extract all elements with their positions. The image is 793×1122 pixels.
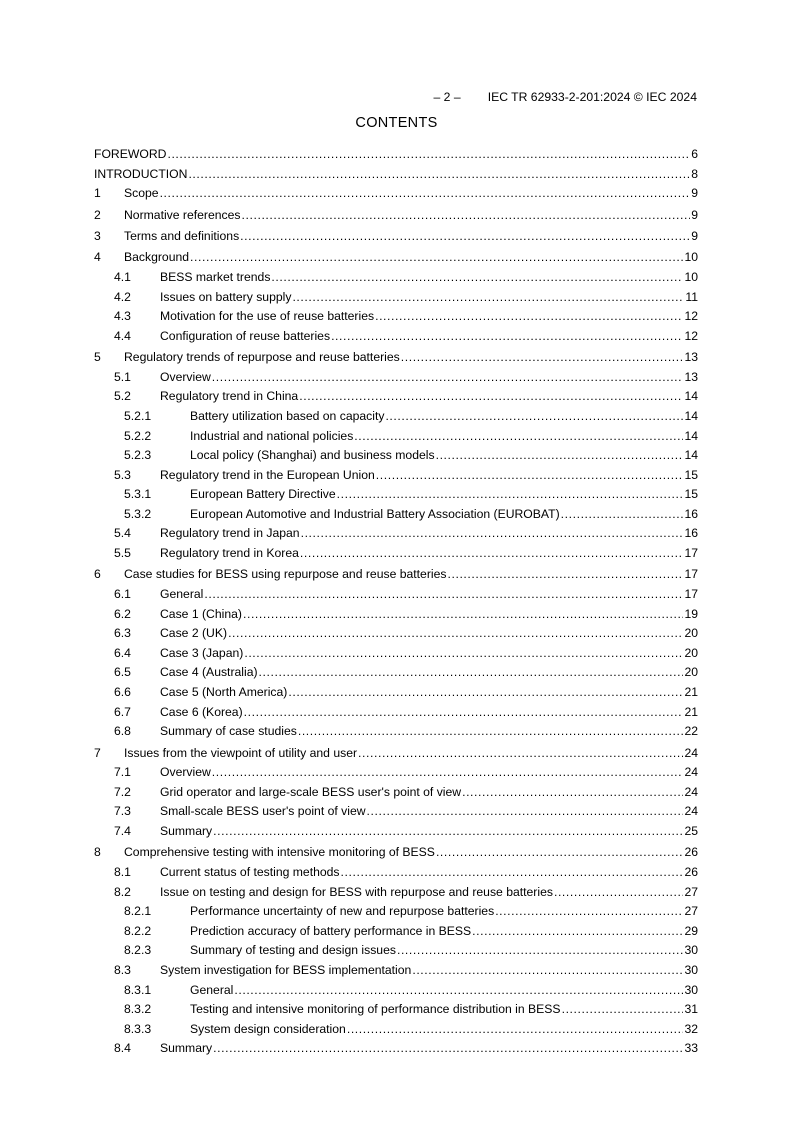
toc-dot-leader xyxy=(204,585,683,605)
toc-entry[interactable] xyxy=(94,307,698,327)
toc-entry-title: Summary xyxy=(160,822,213,842)
toc-dot-leader xyxy=(190,248,683,268)
toc-entry-page: 15 xyxy=(684,467,698,482)
toc-dot-leader xyxy=(337,485,684,505)
toc-entry-page: 17 xyxy=(684,567,698,582)
toc-entry-title: Regulatory trend in Korea xyxy=(160,544,300,564)
toc-entry-title: Summary xyxy=(160,1039,213,1059)
toc-entry[interactable] xyxy=(94,407,698,427)
toc-dot-leader xyxy=(561,505,684,525)
toc-entry-page: 14 xyxy=(684,428,698,443)
toc-entry-number: 8.3.3 xyxy=(124,1021,152,1036)
toc-entry-page: 15 xyxy=(684,487,698,502)
toc-entry-title: Case 4 (Australia) xyxy=(160,663,259,683)
toc-dot-leader xyxy=(436,843,684,863)
toc-entry-title: Issues on battery supply xyxy=(160,288,292,308)
toc-entry-page: 27 xyxy=(684,884,698,899)
toc-dot-leader xyxy=(213,822,683,842)
toc-entry[interactable] xyxy=(94,1020,698,1040)
toc-entry-page: 11 xyxy=(685,289,698,304)
toc-dot-leader xyxy=(259,663,684,683)
toc-entry-number: 8.3.1 xyxy=(124,982,152,997)
toc-entry[interactable] xyxy=(94,427,698,447)
document-id: IEC TR 62933-2-201:2024 © IEC 2024 xyxy=(487,90,697,104)
toc-entry-page: 17 xyxy=(684,587,698,602)
toc-entry-title: General xyxy=(190,981,234,1001)
toc-entry[interactable] xyxy=(94,802,698,822)
toc-entry-title: Case 6 (Korea) xyxy=(160,703,244,723)
toc-dot-leader xyxy=(234,981,683,1001)
toc-dot-leader xyxy=(240,227,690,247)
table-of-contents xyxy=(94,145,698,1059)
toc-entry-page: 9 xyxy=(691,207,698,222)
toc-entry-title: Background xyxy=(124,248,190,268)
toc-entry-page: 14 xyxy=(684,448,698,463)
toc-entry-page: 25 xyxy=(684,823,698,838)
toc-entry-title: Case studies for BESS using repurpose and reuse batteries xyxy=(124,565,447,585)
toc-entry-number: 8 xyxy=(94,845,101,860)
toc-dot-leader xyxy=(375,307,683,327)
toc-entry-page: 31 xyxy=(684,1002,698,1017)
toc-entry-number: 8.3 xyxy=(114,962,131,977)
toc-dot-leader xyxy=(472,922,683,942)
toc-dot-leader xyxy=(292,288,684,308)
toc-dot-leader xyxy=(244,703,684,723)
toc-entry-title: Configuration of reuse batteries xyxy=(160,327,331,347)
toc-entry-number: 4.4 xyxy=(114,328,131,343)
toc-dot-leader xyxy=(554,883,683,903)
toc-entry-page: 24 xyxy=(684,804,698,819)
toc-entry-title: Case 3 (Japan) xyxy=(160,644,244,664)
toc-entry-page: 33 xyxy=(684,1041,698,1056)
toc-entry-number: 4.1 xyxy=(114,269,131,284)
toc-entry-page: 13 xyxy=(684,369,698,384)
toc-entry-title: Regulatory trend in Japan xyxy=(160,524,301,544)
toc-entry-title: FOREWORD xyxy=(94,145,167,165)
toc-entry-page: 27 xyxy=(684,904,698,919)
toc-entry-number: 7.2 xyxy=(114,784,131,799)
toc-entry-title: General xyxy=(160,585,204,605)
toc-dot-leader xyxy=(212,368,684,388)
toc-entry-page: 6 xyxy=(691,147,698,161)
toc-dot-leader xyxy=(331,327,683,347)
toc-entry-number: 4 xyxy=(94,250,101,265)
toc-entry-page: 30 xyxy=(684,962,698,977)
toc-dot-leader xyxy=(354,427,683,447)
toc-entry-page: 13 xyxy=(684,350,698,365)
toc-entry-number: 6.3 xyxy=(114,626,131,641)
toc-entry-number: 7 xyxy=(94,745,101,760)
toc-dot-leader xyxy=(243,605,683,625)
toc-entry-number: 8.1 xyxy=(114,864,131,879)
toc-dot-leader xyxy=(397,941,683,961)
toc-entry-page: 20 xyxy=(684,665,698,680)
toc-entry-number: 5.2.2 xyxy=(124,428,152,443)
toc-entry-number: 5 xyxy=(94,350,101,365)
toc-entry-title: Summary of testing and design issues xyxy=(190,941,397,961)
toc-entry-title: Summary of case studies xyxy=(160,722,298,742)
toc-entry-number: 6.7 xyxy=(114,704,131,719)
page-title: CONTENTS xyxy=(355,115,438,131)
toc-entry-title: European Battery Directive xyxy=(190,485,337,505)
toc-dot-leader xyxy=(244,644,683,664)
toc-dot-leader xyxy=(358,744,683,764)
toc-entry[interactable] xyxy=(94,387,698,407)
toc-dot-leader xyxy=(300,544,684,564)
toc-entry-page: 16 xyxy=(684,526,698,541)
toc-entry-number: 5.2.3 xyxy=(124,448,152,463)
toc-entry-title: INTRODUCTION xyxy=(94,165,188,185)
toc-entry-title: Case 1 (China) xyxy=(160,605,243,625)
toc-entry[interactable] xyxy=(94,248,698,268)
toc-entry-number: 8.4 xyxy=(114,1041,131,1056)
toc-entry-title: Terms and definitions xyxy=(124,227,240,247)
toc-entry[interactable] xyxy=(94,1039,698,1059)
toc-entry[interactable] xyxy=(94,206,698,226)
toc-entry[interactable] xyxy=(94,744,698,764)
toc-entry[interactable] xyxy=(94,505,698,525)
toc-entry-page: 26 xyxy=(684,845,698,860)
toc-entry[interactable] xyxy=(94,466,698,486)
toc-dot-leader xyxy=(401,348,684,368)
toc-entry[interactable] xyxy=(94,145,698,165)
toc-dot-leader xyxy=(242,206,691,226)
toc-entry[interactable] xyxy=(94,524,698,544)
toc-dot-leader xyxy=(188,165,690,185)
toc-entry-number: 6.5 xyxy=(114,665,131,680)
toc-entry[interactable] xyxy=(94,1000,698,1020)
toc-entry[interactable] xyxy=(94,961,698,981)
toc-entry[interactable] xyxy=(94,348,698,368)
toc-entry[interactable] xyxy=(94,624,698,644)
toc-entry-page: 9 xyxy=(691,228,698,243)
toc-dot-leader xyxy=(447,565,683,585)
toc-entry[interactable] xyxy=(94,941,698,961)
toc-entry[interactable] xyxy=(94,585,698,605)
toc-dot-leader xyxy=(167,145,690,165)
toc-entry-title: Issues from the viewpoint of utility and user xyxy=(124,744,358,764)
toc-entry-title: Industrial and national policies xyxy=(190,427,354,447)
toc-entry[interactable] xyxy=(94,327,698,347)
toc-entry-number: 6.4 xyxy=(114,645,131,660)
toc-entry-title: Battery utilization based on capacity xyxy=(190,407,385,427)
toc-entry-page: 32 xyxy=(684,1021,698,1036)
toc-entry[interactable] xyxy=(94,485,698,505)
toc-entry-title: Current status of testing methods xyxy=(160,863,341,883)
toc-entry-title: Overview xyxy=(160,368,212,388)
toc-entry-number: 8.2.1 xyxy=(124,904,152,919)
toc-entry-title: Regulatory trends of repurpose and reuse batteries xyxy=(124,348,401,368)
toc-dot-leader xyxy=(347,1020,684,1040)
toc-entry-title: Normative references xyxy=(124,206,242,226)
toc-entry-title: Grid operator and large-scale BESS user's point of view xyxy=(160,783,462,803)
toc-dot-leader xyxy=(228,624,683,644)
toc-entry-page: 17 xyxy=(684,546,698,561)
toc-entry-number: 5.4 xyxy=(114,526,131,541)
toc-entry[interactable] xyxy=(94,644,698,664)
toc-entry-title: Testing and intensive monitoring of performance distribution in BESS xyxy=(190,1000,562,1020)
toc-entry-page: 12 xyxy=(684,309,698,324)
page-number: – 2 – xyxy=(433,90,461,104)
toc-entry-number: 8.2 xyxy=(114,884,131,899)
toc-entry-page: 22 xyxy=(684,724,698,739)
toc-entry-number: 4.3 xyxy=(114,309,131,324)
toc-entry-page: 19 xyxy=(684,606,698,621)
toc-entry[interactable] xyxy=(94,268,698,288)
toc-entry-page: 20 xyxy=(684,626,698,641)
toc-entry-number: 8.3.2 xyxy=(124,1002,152,1017)
toc-entry[interactable] xyxy=(94,722,698,742)
toc-entry-page: 16 xyxy=(684,506,698,521)
toc-dot-leader xyxy=(213,1039,683,1059)
toc-entry-page: 29 xyxy=(684,923,698,938)
toc-entry[interactable] xyxy=(94,922,698,942)
toc-entry[interactable] xyxy=(94,227,698,247)
toc-dot-leader xyxy=(341,863,684,883)
toc-entry[interactable] xyxy=(94,843,698,863)
toc-entry-title: Regulatory trend in the European Union xyxy=(160,466,376,486)
toc-dot-leader xyxy=(212,763,684,783)
toc-entry[interactable] xyxy=(94,683,698,703)
toc-entry-number: 6 xyxy=(94,567,101,582)
toc-entry[interactable] xyxy=(94,184,698,204)
toc-entry-number: 2 xyxy=(94,207,101,222)
toc-entry-page: 24 xyxy=(684,784,698,799)
toc-entry[interactable] xyxy=(94,165,698,185)
page-header xyxy=(427,76,697,104)
toc-entry-number: 1 xyxy=(94,186,101,201)
toc-dot-leader xyxy=(495,902,683,922)
toc-entry-title: BESS market trends xyxy=(160,268,271,288)
toc-entry-title: Prediction accuracy of battery performance in BESS xyxy=(190,922,472,942)
toc-entry-number: 7.4 xyxy=(114,823,131,838)
toc-entry-page: 9 xyxy=(691,186,698,201)
toc-entry-number: 3 xyxy=(94,228,101,243)
toc-entry-page: 30 xyxy=(684,982,698,997)
toc-entry-title: Performance uncertainty of new and repurpose batteries xyxy=(190,902,495,922)
toc-entry-page: 12 xyxy=(684,328,698,343)
toc-entry-number: 6.2 xyxy=(114,606,131,621)
toc-dot-leader xyxy=(298,722,684,742)
toc-entry-number: 5.1 xyxy=(114,369,131,384)
toc-dot-leader xyxy=(562,1000,684,1020)
toc-entry-page: 10 xyxy=(684,250,698,265)
toc-entry-title: Small-scale BESS user's point of view xyxy=(160,802,367,822)
toc-entry-number: 5.5 xyxy=(114,546,131,561)
toc-entry-page: 21 xyxy=(684,685,698,700)
toc-entry[interactable] xyxy=(94,981,698,1001)
toc-dot-leader xyxy=(436,446,684,466)
toc-entry-number: 5.2.1 xyxy=(124,408,152,423)
toc-entry[interactable] xyxy=(94,288,698,308)
toc-entry-number: 4.2 xyxy=(114,289,131,304)
toc-entry-number: 6.8 xyxy=(114,724,131,739)
toc-entry-title: Motivation for the use of reuse batteries xyxy=(160,307,375,327)
toc-entry[interactable] xyxy=(94,863,698,883)
toc-entry-page: 8 xyxy=(691,166,698,181)
toc-entry-title: Issue on testing and design for BESS with repurpose and reuse batteries xyxy=(160,883,554,903)
toc-entry[interactable] xyxy=(94,565,698,585)
toc-entry-number: 5.3.2 xyxy=(124,506,152,521)
toc-entry-title: System design consideration xyxy=(190,1020,347,1040)
toc-entry-number: 6.6 xyxy=(114,685,131,700)
toc-entry[interactable] xyxy=(94,703,698,723)
toc-entry-page: 20 xyxy=(684,645,698,660)
toc-entry[interactable] xyxy=(94,663,698,683)
toc-entry-title: Overview xyxy=(160,763,212,783)
toc-entry-number: 8.2.3 xyxy=(124,943,152,958)
toc-entry[interactable] xyxy=(94,368,698,388)
toc-entry-page: 10 xyxy=(684,269,698,284)
toc-entry-title: Local policy (Shanghai) and business models xyxy=(190,446,436,466)
toc-entry-page: 21 xyxy=(684,704,698,719)
toc-entry[interactable] xyxy=(94,605,698,625)
toc-entry-page: 24 xyxy=(684,745,698,760)
toc-entry-number: 7.1 xyxy=(114,765,131,780)
toc-entry[interactable] xyxy=(94,783,698,803)
toc-entry[interactable] xyxy=(94,902,698,922)
toc-dot-leader xyxy=(271,268,683,288)
toc-entry-title: System investigation for BESS implementation xyxy=(160,961,412,981)
toc-dot-leader xyxy=(367,802,684,822)
toc-entry-title: Case 5 (North America) xyxy=(160,683,288,703)
toc-dot-leader xyxy=(299,387,683,407)
toc-entry-page: 14 xyxy=(684,389,698,404)
toc-dot-leader xyxy=(160,184,691,204)
toc-dot-leader xyxy=(376,466,684,486)
toc-entry[interactable] xyxy=(94,446,698,466)
toc-entry[interactable] xyxy=(94,822,698,842)
toc-entry[interactable] xyxy=(94,763,698,783)
toc-entry-page: 24 xyxy=(684,765,698,780)
toc-entry-page: 14 xyxy=(684,408,698,423)
toc-dot-leader xyxy=(385,407,683,427)
toc-entry-title: European Automotive and Industrial Battery Association (EUROBAT) xyxy=(190,505,561,525)
toc-entry-number: 5.3 xyxy=(114,467,131,482)
toc-entry-page: 26 xyxy=(684,864,698,879)
toc-dot-leader xyxy=(288,683,683,703)
toc-entry-number: 6.1 xyxy=(114,587,131,602)
toc-entry[interactable] xyxy=(94,883,698,903)
toc-dot-leader xyxy=(301,524,684,544)
toc-dot-leader xyxy=(462,783,683,803)
toc-entry[interactable] xyxy=(94,544,698,564)
toc-entry-title: Scope xyxy=(124,184,160,204)
toc-entry-title: Case 2 (UK) xyxy=(160,624,228,644)
toc-entry-title: Comprehensive testing with intensive monitoring of BESS xyxy=(124,843,436,863)
toc-entry-number: 5.3.1 xyxy=(124,487,152,502)
toc-entry-number: 8.2.2 xyxy=(124,923,152,938)
toc-entry-number: 5.2 xyxy=(114,389,131,404)
toc-entry-page: 30 xyxy=(684,943,698,958)
toc-dot-leader xyxy=(412,961,683,981)
toc-entry-number: 7.3 xyxy=(114,804,131,819)
toc-entry-title: Regulatory trend in China xyxy=(160,387,299,407)
